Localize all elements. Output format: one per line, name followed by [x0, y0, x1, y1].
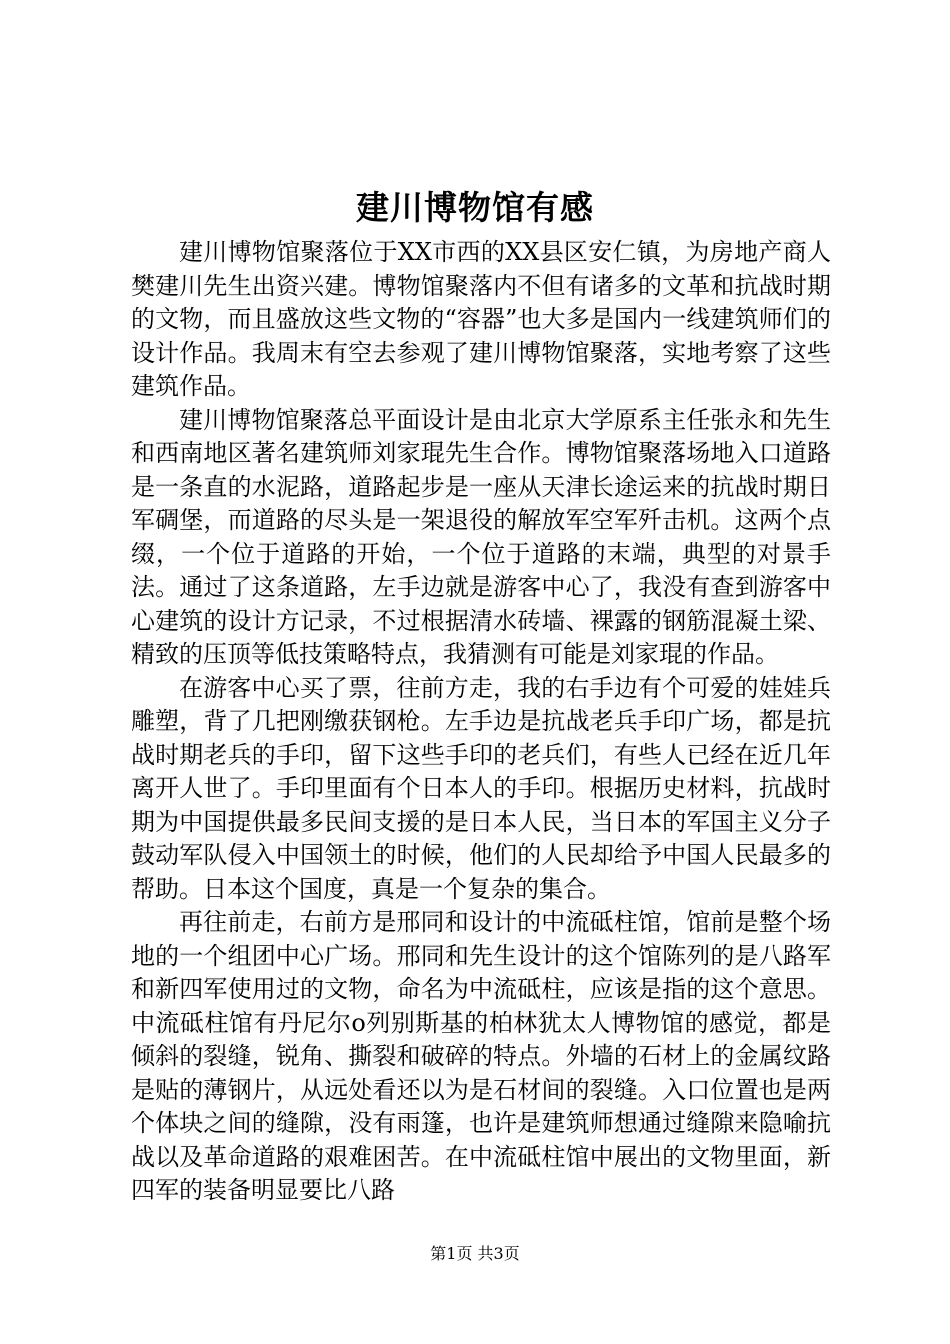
document-title: 建川博物馆有感	[356, 188, 594, 227]
paragraph-2: 建川博物馆聚落总平面设计是由北京大学原系主任张永和先生和西南地区著名建筑师刘家琨先生合作。博物馆聚落场地入口道路是一条直的水泥路，道路起步是一座从天津长途运来的抗战时期日军碉堡，而道路的尽头是一架退役的解放军空军歼击机。这两个点缀，一个位于道路的开始，一个位于道路的末端，典型的对景手法。通过了这条道路，左手边就是游客中心了，我没有查到游客中心建筑的设计方记录，不过根据清水砖墙、裸露的钢筋混凝土梁、精致的压顶等低技策略特点，我猜测有可能是刘家琨的作品。	[131, 405, 831, 668]
document-body	[131, 236, 831, 1208]
paragraph-4: 再往前走，右前方是邢同和设计的中流砥柱馆，馆前是整个场地的一个组团中心广场。邢同和先生设计的这个馆陈列的是八路军和新四军使用过的文物，命名为中流砥柱，应该是指的这个意思。中流砥柱馆有丹尼尔ο列别斯基的柏林犹太人博物馆的感觉，都是倾斜的裂缝，锐角、撕裂和破碎的特点。外墙的石材上的金属纹路是贴的薄钢片，从远处看还以为是石材间的裂缝。入口位置也是两个体块之间的缝隙，没有雨篷，也许是建筑师想通过缝隙来隐喻抗战以及革命道路的艰难困苦。在中流砥柱馆中展出的文物里面，新四军的装备明显要比八路	[131, 908, 831, 1204]
paragraph-3: 在游客中心买了票，往前方走，我的右手边有个可爱的娃娃兵雕塑，背了几把刚缴获钢枪。左手边是抗战老兵手印广场，都是抗战时期老兵的手印，留下这些手印的老兵们，有些人已经在近几年离开人世了。手印里面有个日本人的手印。根据历史材料，抗战时期为中国提供最多民间支援的是日本人民，当日本的军国主义分子鼓动军队侵入中国领土的时候，他们的人民却给予中国人民最多的帮助。日本这个国度，真是一个复杂的集合。	[131, 673, 831, 903]
page-footer: 第1页 共3页	[430, 1244, 520, 1263]
paragraph-1: 建川博物馆聚落位于XX市西的XX县区安仁镇，为房地产商人樊建川先生出资兴建。博物馆聚落内不但有诸多的文革和抗战时期的文物，而且盛放这些文物的“容器”也大多是国内一线建筑师们的设计作品。我周末有空去参观了建川博物馆聚落，实地考察了这些建筑作品。	[131, 238, 831, 400]
